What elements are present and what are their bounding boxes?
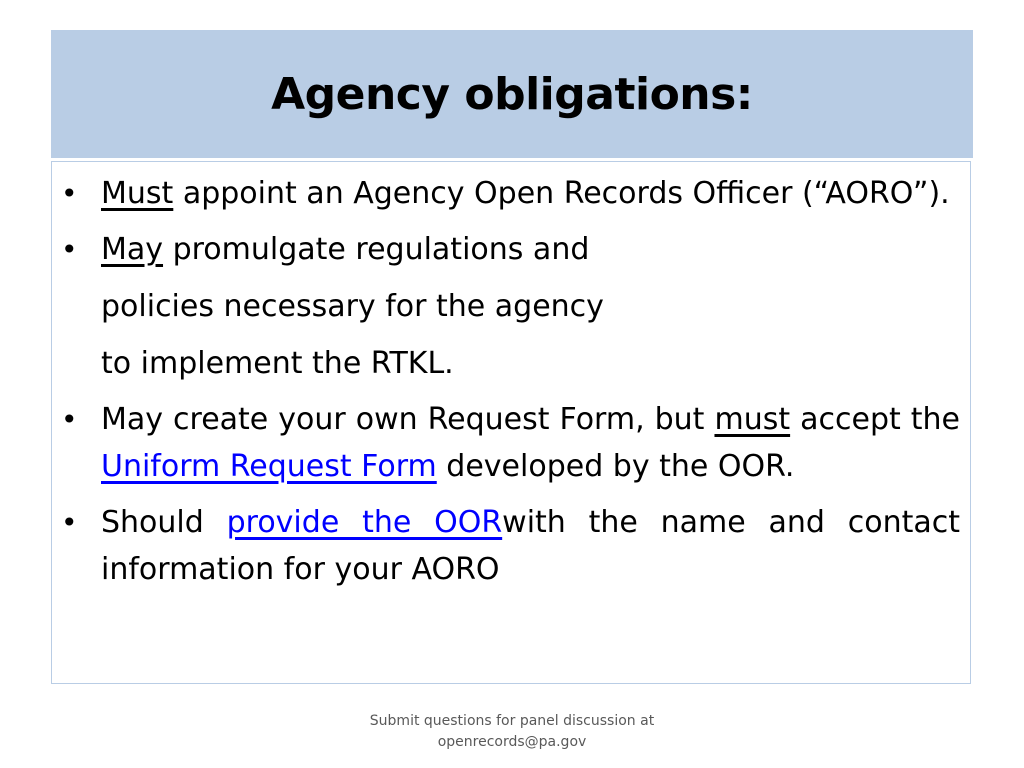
emphasis-may: May: [101, 232, 164, 267]
bullet-line-3: to implement the RTKL.: [101, 346, 454, 381]
bullet-item-request-form: [52, 396, 970, 490]
bullet-text: appoint an Agency Open Records Officer (“AORO”).: [173, 176, 950, 211]
bullet-item-provide-oor: [52, 499, 970, 593]
content-box: [51, 161, 971, 684]
bullet-text: with the name and contact information for your AORO: [101, 505, 961, 587]
emphasis-must: Must: [101, 176, 174, 211]
bullet-item-promulgate-regulations: [52, 226, 970, 387]
bullet-list: [52, 170, 970, 593]
bullet-text: developed by the OOR.: [436, 449, 795, 484]
emphasis-must: must: [714, 402, 791, 437]
bullet-item-appoint-aoro: [52, 170, 970, 217]
provide-the-oor-link[interactable]: provide the OOR: [226, 505, 503, 540]
bullet-icon: •: [61, 177, 78, 210]
footer-email: openrecords@pa.gov: [437, 734, 587, 750]
footer-note: [0, 711, 1024, 753]
bullet-line-1: [101, 226, 960, 273]
bullet-icon: •: [61, 403, 78, 436]
footer-line-1: Submit questions for panel discussion at: [369, 713, 655, 729]
bullet-line-2: policies necessary for the agency: [101, 289, 604, 324]
bullet-icon: •: [61, 506, 78, 539]
bullet-text: promulgate regulations and: [163, 232, 590, 267]
title-banner: [51, 30, 973, 158]
bullet-text: accept the: [790, 402, 960, 437]
uniform-request-form-link[interactable]: Uniform Request Form: [101, 449, 437, 484]
bullet-text: Should: [101, 505, 227, 540]
slide-title: Agency obligations:: [271, 68, 753, 120]
bullet-icon: •: [61, 233, 78, 266]
bullet-text: May create your own Request Form, but: [101, 402, 715, 437]
